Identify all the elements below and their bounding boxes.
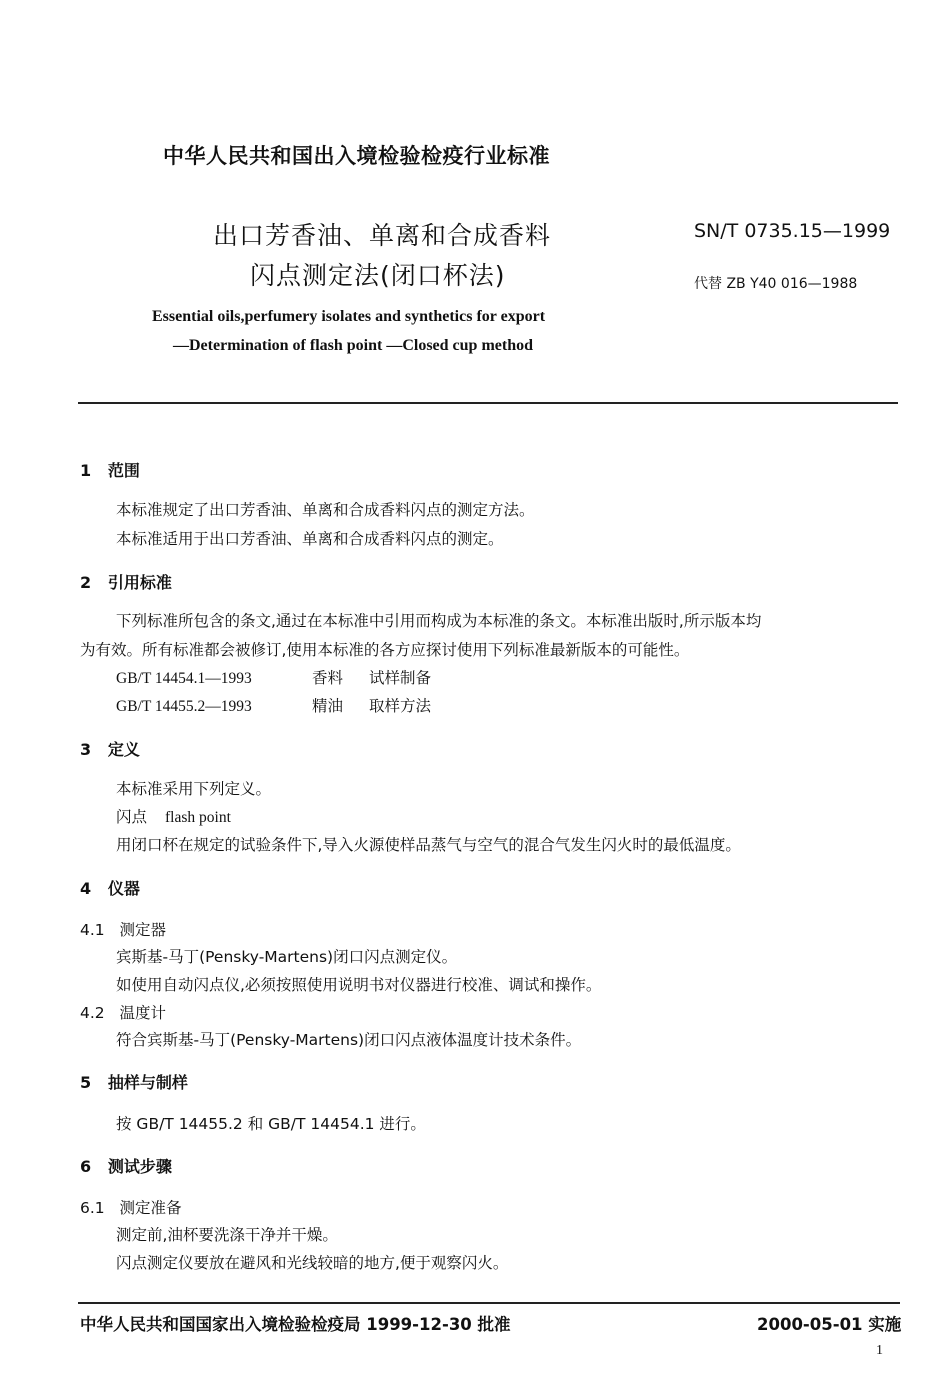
- implementation-date: 2000-05-01 实施: [757, 1315, 902, 1334]
- subsection-4-1-para-1: 宾斯基-马丁(Pensky-Martens)闭口闪点测定仪。: [116, 948, 458, 966]
- subsection-title: 温度计: [119, 1004, 166, 1022]
- title-cn-line1: 出口芳香油、单离和合成香料: [213, 221, 552, 250]
- subsection-6-1-para-2: 闪点测定仪要放在避风和光线较暗的地方,便于观察闪火。: [116, 1254, 509, 1272]
- section-6-heading: [80, 1154, 172, 1177]
- subsection-number: 6.1: [80, 1199, 105, 1217]
- term-line: [116, 805, 231, 827]
- page-number: 1: [876, 1343, 883, 1358]
- title-cn-line2: 闪点测定法(闭口杯法): [250, 261, 506, 290]
- section-number: 5: [80, 1073, 92, 1092]
- reference-item: [116, 666, 431, 688]
- reference-name-1: 精油: [312, 698, 344, 715]
- reference-name-2: 试样制备: [369, 670, 432, 687]
- subsection-4-1-heading: [80, 918, 166, 940]
- header-divider: [78, 402, 898, 404]
- subsection-6-1-heading: [80, 1196, 181, 1218]
- section-2-para-line-1: 下列标准所包含的条文,通过在本标准中引用而构成为本标准的条文。本标准出版时,所示版本均: [116, 612, 762, 630]
- footer-divider: [78, 1302, 900, 1304]
- section-title: 引用标准: [107, 573, 172, 592]
- subsection-title: 测定准备: [119, 1199, 182, 1217]
- section-title: 测试步骤: [107, 1157, 172, 1176]
- section-number: 3: [80, 740, 92, 759]
- section-number: 6: [80, 1157, 92, 1176]
- section-title: 仪器: [107, 879, 140, 898]
- section-2-para-line-2: 为有效。所有标准都会被修订,使用本标准的各方应探讨使用下列标准最新版本的可能性。: [80, 641, 690, 659]
- section-number: 1: [80, 461, 92, 480]
- section-title: 范围: [107, 461, 140, 480]
- section-3-heading: [80, 737, 140, 760]
- section-5-para-1: 按 GB/T 14455.2 和 GB/T 14454.1 进行。: [116, 1115, 426, 1133]
- section-2-heading: [80, 570, 172, 593]
- subsection-4-2-heading: [80, 1001, 166, 1023]
- term-definition: 用闭口杯在规定的试验条件下,导入火源使样品蒸气与空气的混合气发生闪火时的最低温度。: [116, 836, 741, 854]
- replaces-standard: 代替 ZB Y40 016—1988: [694, 276, 858, 292]
- subsection-title: 测定器: [119, 921, 166, 939]
- title-en-line2: —Determination of flash point —Closed cup method: [173, 337, 534, 354]
- approval-authority: 中华人民共和国国家出入境检验检疫局 1999-12-30 批准: [80, 1315, 511, 1334]
- title-en-line1: Essential oils,perfumery isolates and synthetics for export: [152, 308, 546, 325]
- subsection-number: 4.2: [80, 1004, 105, 1022]
- reference-item: [116, 694, 431, 716]
- section-title: 定义: [107, 740, 140, 759]
- section-3-para-1: 本标准采用下列定义。: [116, 780, 272, 798]
- reference-code: GB/T 14454.1—1993: [116, 670, 252, 687]
- section-number: 4: [80, 879, 92, 898]
- subsection-6-1-para-1: 测定前,油杯要洗涤干净并干燥。: [116, 1226, 338, 1244]
- term-en: flash point: [165, 809, 231, 826]
- reference-name-1: 香料: [312, 670, 344, 687]
- section-1-heading: [80, 458, 140, 481]
- section-title: 抽样与制样: [107, 1073, 188, 1092]
- section-5-heading: [80, 1070, 188, 1093]
- section-1-para-1: 本标准规定了出口芳香油、单离和合成香料闪点的测定方法。: [116, 501, 535, 519]
- org-title: 中华人民共和国出入境检验检疫行业标准: [163, 144, 550, 168]
- section-number: 2: [80, 573, 92, 592]
- standard-number: SN/T 0735.15—1999: [694, 220, 891, 242]
- subsection-4-2-para-1: 符合宾斯基-马丁(Pensky-Martens)闭口闪点液体温度计技术条件。: [116, 1031, 582, 1049]
- subsection-4-1-para-2: 如使用自动闪点仪,必须按照使用说明书对仪器进行校准、调试和操作。: [116, 976, 602, 994]
- section-4-heading: [80, 876, 140, 899]
- subsection-number: 4.1: [80, 921, 105, 939]
- reference-code: GB/T 14455.2—1993: [116, 698, 252, 715]
- term-cn: 闪点: [116, 808, 148, 826]
- reference-name-2: 取样方法: [369, 698, 432, 715]
- section-1-para-2: 本标准适用于出口芳香油、单离和合成香料闪点的测定。: [116, 530, 504, 548]
